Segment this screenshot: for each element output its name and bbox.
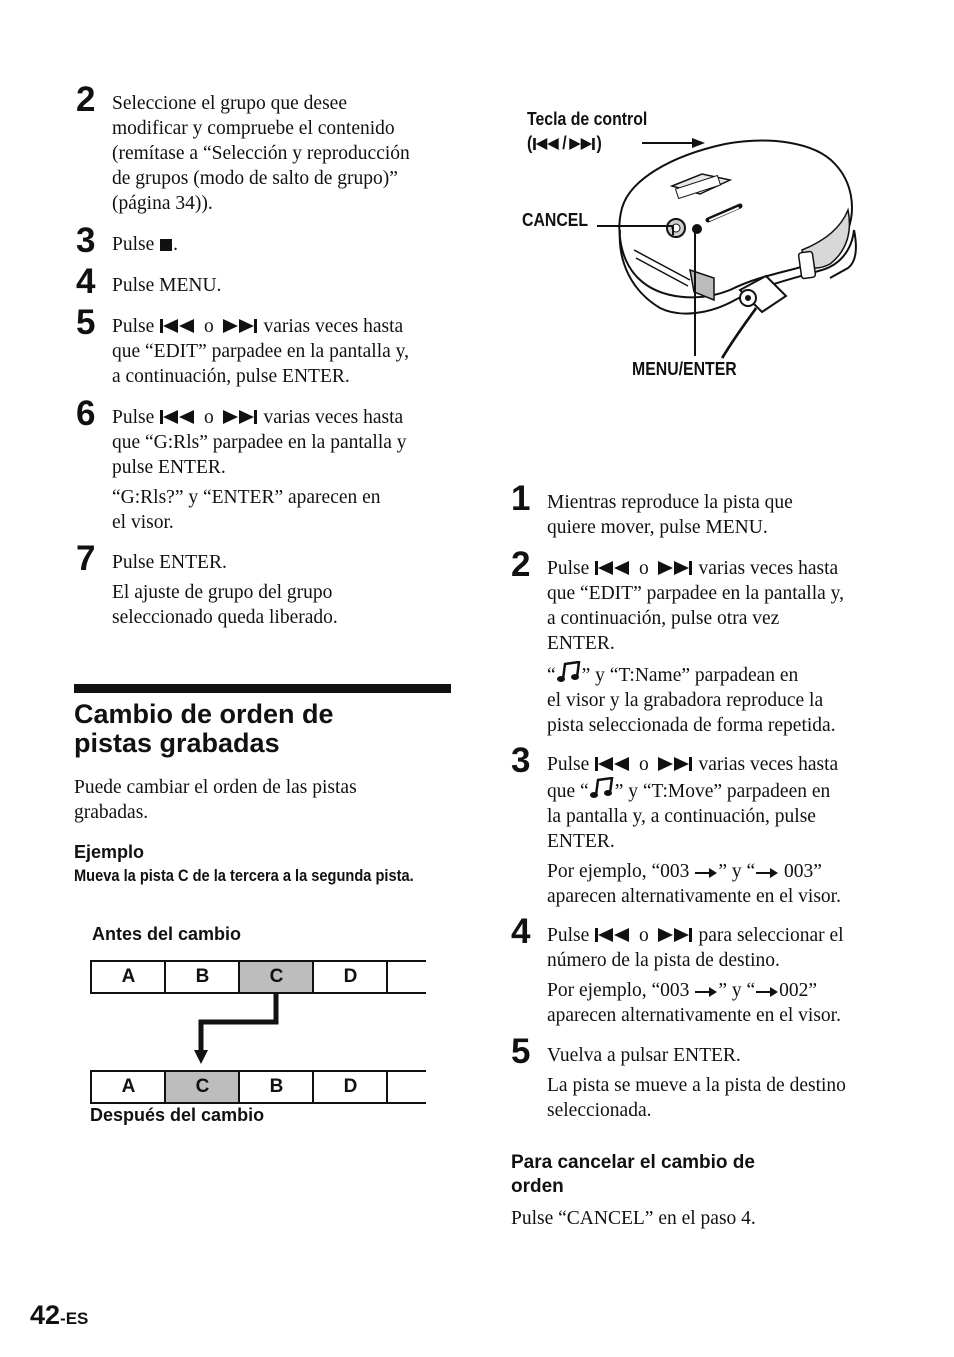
control-key-label: Tecla de control <box>527 109 648 129</box>
step-text-part: . <box>173 234 179 255</box>
next-track-icon <box>219 409 259 425</box>
right-arrow-icon <box>694 986 718 998</box>
step-text: Pulse MENU. <box>112 275 222 296</box>
cancel-section-title: Para cancelar el cambio de orden <box>511 1152 755 1197</box>
step-note: “G:Rls?” y “ENTER” aparecen en el visor. <box>112 487 381 533</box>
cancel-label: CANCEL <box>522 210 588 230</box>
step-number: 5 <box>76 303 96 342</box>
track-cell: B <box>164 962 239 992</box>
step-text-part: Pulse <box>112 407 160 428</box>
prev-track-icon <box>594 560 634 576</box>
step-text <box>112 314 462 389</box>
example-title: Ejemplo <box>74 842 145 862</box>
step-text-part: Pulse <box>112 316 160 337</box>
step-text <box>547 923 907 1028</box>
step-number: 6 <box>76 394 96 433</box>
callout-lines <box>595 132 715 357</box>
section-title: Cambio de orden de pistas grabadas <box>74 699 334 758</box>
prev-track-icon <box>532 137 562 151</box>
step-number: 2 <box>76 80 96 119</box>
step-text-part: Pulse <box>547 754 595 775</box>
step-text: Seleccione el grupo que desee modificar y compruebe el contenido (remítase a “Selección y reproducción de grupos (modo de salto de grupo)” (página 34)). <box>112 93 410 214</box>
track-cell: B <box>238 1072 313 1102</box>
prev-track-icon <box>159 409 199 425</box>
prev-track-icon <box>594 756 634 772</box>
page-number <box>30 1300 88 1331</box>
step-text-part: Pulse <box>547 558 595 579</box>
step-text-part: o <box>634 558 654 579</box>
step-note-part: Por ejemplo, “003 <box>547 980 695 1001</box>
step-text-part: Pulse <box>112 234 160 255</box>
step-note-part: ” y “ <box>718 861 756 882</box>
step-note-part: aparecen alternativamente en el visor. <box>547 1005 841 1026</box>
label-part: / <box>562 133 567 153</box>
move-arrow-icon <box>190 994 290 1066</box>
before-track-row <box>90 960 426 994</box>
step-number: 3 <box>76 221 96 260</box>
step-number: 4 <box>76 262 96 301</box>
label-part: ) <box>596 133 602 153</box>
track-cell: A <box>90 1072 165 1102</box>
step-text-part: o <box>634 925 654 946</box>
step-text-part: la pantalla y, a continuación, pulse ENTER. <box>547 806 816 852</box>
track-cell-highlighted: C <box>238 962 313 992</box>
step-text <box>112 550 462 630</box>
example-description: Mueva la pista C de la tercera a la segunda pista. <box>74 866 414 885</box>
step-text-part: o <box>199 407 219 428</box>
next-track-icon <box>219 318 259 334</box>
page-number-value: 42 <box>30 1300 61 1330</box>
step-text <box>547 752 907 909</box>
next-track-icon <box>654 756 694 772</box>
step-note: La pista se mueve a la pista de destino seleccionada. <box>547 1075 846 1121</box>
section-intro: Puede cambiar el orden de las pistas grabadas. <box>74 777 357 823</box>
step-text-part: que “ <box>547 781 589 802</box>
step-text <box>547 1043 907 1123</box>
page-number-suffix: -ES <box>60 1309 89 1328</box>
step-text-part: varias veces hasta <box>258 407 404 428</box>
track-cell: D <box>312 1072 387 1102</box>
step-number: 7 <box>76 539 96 578</box>
step-text: Mientras reproduce la pista que quiere mover, pulse MENU. <box>547 492 793 538</box>
after-track-row <box>90 1070 426 1104</box>
step-note-part: el visor y la grabadora reproduce la pista seleccionada de forma repetida. <box>547 690 836 736</box>
section-rule <box>74 684 451 693</box>
step-text-part: varias veces hasta <box>693 754 839 775</box>
right-arrow-icon <box>755 986 779 998</box>
music-note-icon <box>589 777 615 799</box>
track-cell: D <box>312 962 387 992</box>
step-text-part: ” y “T:Move” parpadeen en <box>614 781 831 802</box>
step-text-part: o <box>199 316 219 337</box>
track-cell <box>386 962 428 992</box>
step-text-part: que “EDIT” parpadee en la pantalla y, a continuación, pulse ENTER. <box>112 341 410 387</box>
prev-track-icon <box>159 318 199 334</box>
step-text-part: Pulse ENTER. <box>112 552 227 573</box>
step-text-part: Pulse <box>547 925 595 946</box>
stop-icon <box>159 238 173 252</box>
cancel-section-text: Pulse “CANCEL” en el paso 4. <box>511 1208 756 1229</box>
step-note-part: ” y “T:Name” parpadean en <box>581 665 799 686</box>
step-number: 4 <box>511 912 531 951</box>
step-text-part: Vuelva a pulsar ENTER. <box>547 1045 741 1066</box>
step-text-part: varias veces hasta <box>258 316 404 337</box>
step-text-part: que “G:Rls” parpadee en la pantalla y pulse ENTER. <box>112 432 407 478</box>
track-cell <box>386 1072 428 1102</box>
label-part: ( <box>527 133 533 153</box>
next-track-icon <box>654 927 694 943</box>
menu-enter-label: MENU/ENTER <box>632 359 737 379</box>
next-track-icon <box>654 560 694 576</box>
step-note: El ajuste de grupo del grupo seleccionado queda liberado. <box>112 582 338 628</box>
music-note-icon <box>556 661 582 683</box>
right-arrow-icon <box>694 867 718 879</box>
step-number: 5 <box>511 1032 531 1071</box>
track-cell: A <box>90 962 165 992</box>
step-note-part: ” y “ <box>718 980 756 1001</box>
step-note-part: aparecen alternativamente en el visor. <box>547 886 841 907</box>
step-text-part: o <box>634 754 654 775</box>
right-arrow-icon <box>755 867 779 879</box>
step-text <box>112 405 462 535</box>
step-number: 2 <box>511 545 531 584</box>
after-label: Después del cambio <box>90 1105 265 1125</box>
before-label: Antes del cambio <box>92 924 242 944</box>
step-note-part: 002” <box>779 980 818 1001</box>
prev-track-icon <box>594 927 634 943</box>
step-number: 1 <box>511 479 531 518</box>
step-text-part: varias veces hasta <box>693 558 839 579</box>
step-note-part: 003” <box>779 861 822 882</box>
step-text-part: que “EDIT” parpadee en la pantalla y, a continuación, pulse otra vez ENTER. <box>547 583 845 654</box>
track-cell-highlighted: C <box>164 1072 239 1102</box>
step-text <box>547 556 907 738</box>
step-number: 3 <box>511 741 531 780</box>
step-text-part: número de la pista de destino. <box>547 950 780 971</box>
step-note-part: “ <box>547 665 556 686</box>
step-text-part: para seleccionar el <box>693 925 844 946</box>
step-note-part: Por ejemplo, “003 <box>547 861 695 882</box>
step-text <box>112 232 462 257</box>
